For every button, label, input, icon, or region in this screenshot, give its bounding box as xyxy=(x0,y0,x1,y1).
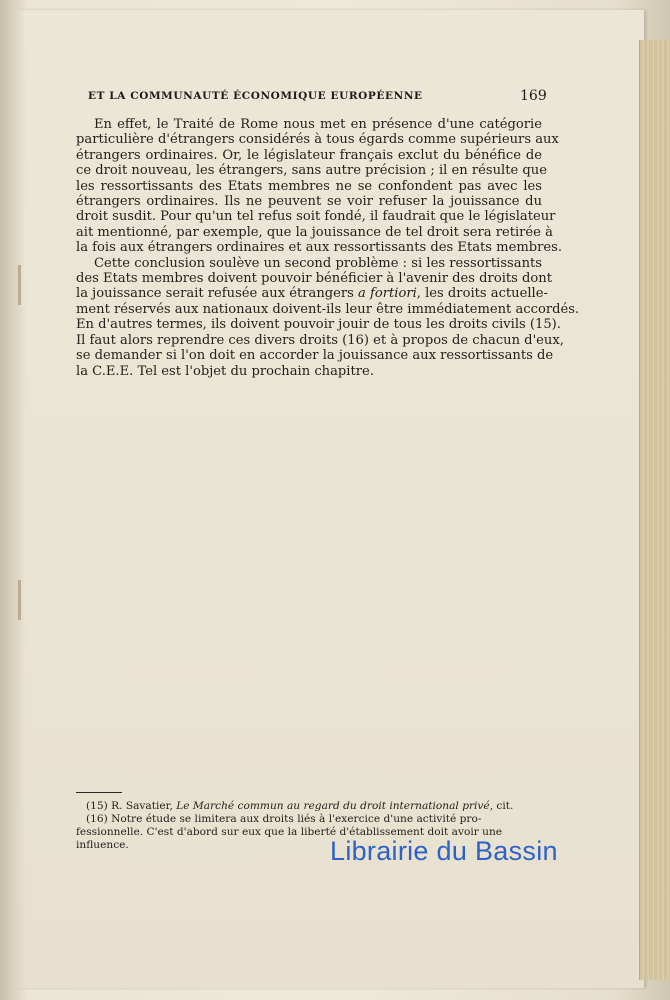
footnote-rule xyxy=(76,792,122,793)
text-line: En d'autres termes, ils doivent pouvoir jouir de tous les droits civils (15). xyxy=(76,317,561,333)
footnote-16-continued: influence. xyxy=(76,839,129,851)
running-head: ET LA COMMUNAUTÉ ÉCONOMIQUE EUROPÉENNE xyxy=(88,90,423,102)
text-line: des Etats membres doivent pouvoir bénéficier à l'avenir des droits dont xyxy=(76,271,552,287)
book-spine-shadow xyxy=(0,0,26,1000)
text-line: les ressortissants des Etats membres ne se confondent pas avec les xyxy=(76,178,542,194)
text-segment: , les droits actuelle- xyxy=(416,286,548,302)
binding-mark xyxy=(18,265,21,305)
footnote-text: (15) R. Savatier, xyxy=(86,800,173,812)
text-line: étrangers ordinaires. Or, le législateur français exclut du bénéfice de xyxy=(76,147,542,163)
text-line: se demander si l'on doit en accorder la jouissance aux ressortissants de xyxy=(76,348,554,364)
footnote-15 xyxy=(76,800,536,813)
footnote-16-continued: fessionnelle. C'est d'abord sur eux que la liberté d'établissement doit avoir une xyxy=(76,826,503,838)
text-line: droit susdit. Pour qu'un tel refus soit fondé, il faudrait que le législateur xyxy=(76,209,556,225)
page-number: 169 xyxy=(520,88,547,104)
text-line-with-italic xyxy=(76,286,548,302)
page-edges xyxy=(639,40,670,980)
text-line: Cette conclusion soulève un second problème : si les ressortissants xyxy=(94,255,542,271)
text-line: la C.E.E. Tel est l'objet du prochain chapitre. xyxy=(76,363,374,379)
text-line: ait mentionné, par exemple, que la jouissance de tel droit sera retirée à xyxy=(76,224,553,240)
text-line: particulière d'étrangers considérés à tous égards comme supérieurs aux xyxy=(76,132,559,148)
text-line: ce droit nouveau, les étrangers, sans autre précision ; il en résulte que xyxy=(76,163,547,179)
watermark: Librairie du Bassin xyxy=(330,836,558,866)
text-line: En effet, le Traité de Rome nous met en présence d'une catégorie xyxy=(94,117,542,132)
text-line: étrangers ordinaires. Ils ne peuvent se voir refuser la jouissance du xyxy=(76,194,542,210)
cited-title: Le Marché commun au regard du droit international privé xyxy=(176,800,490,812)
binding-mark xyxy=(18,580,21,620)
body-text xyxy=(76,117,580,379)
italic-phrase: a fortiori xyxy=(358,286,417,302)
text-line: la fois aux étrangers ordinaires et aux ressortissants des Etats membres. xyxy=(76,240,563,256)
footnote-16: (16) Notre étude se limitera aux droits liés à l'exercice d'une activité pro- xyxy=(86,813,482,825)
text-line: ment réservés aux nationaux doivent-ils leur être immédiatement accordés. xyxy=(76,301,580,317)
text-segment: la jouissance serait refusée aux étrangers xyxy=(76,286,354,302)
footnote-text: , cit. xyxy=(489,800,514,812)
text-line: Il faut alors reprendre ces divers droits (16) et à propos de chacun d'eux, xyxy=(76,332,564,348)
